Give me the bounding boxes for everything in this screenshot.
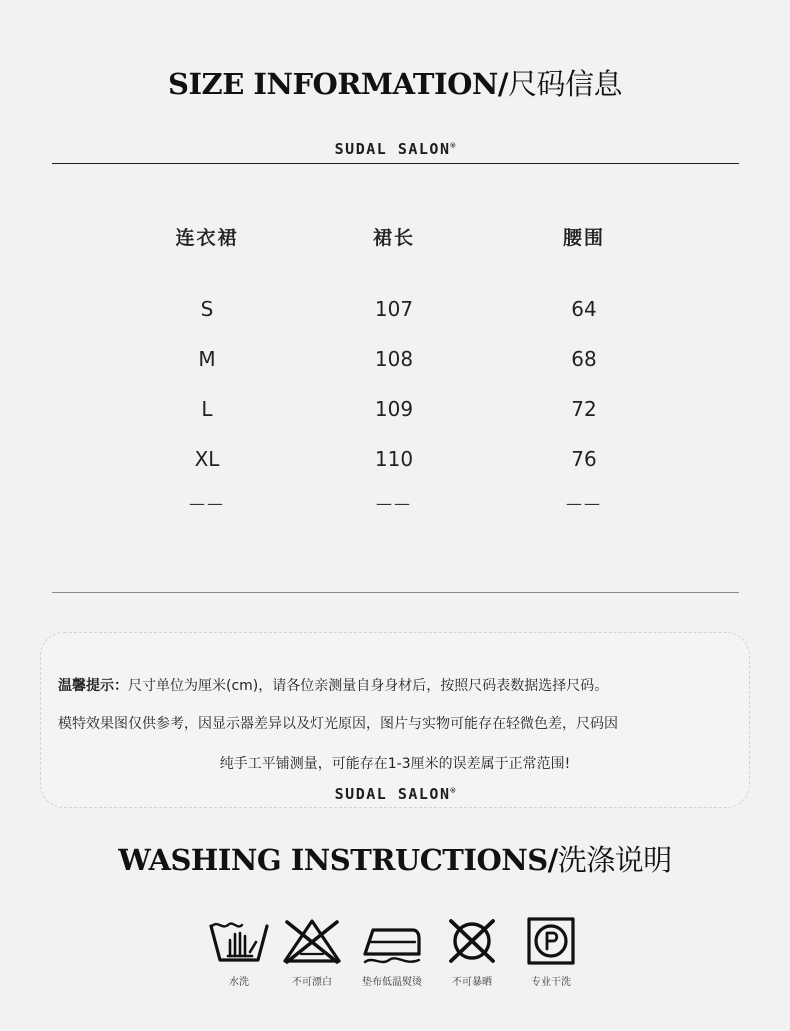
divider-top [52, 163, 739, 164]
size-cell: —— [189, 494, 225, 513]
brand-text: SUDAL SALON [334, 140, 451, 158]
waist-cell: 64 [571, 297, 597, 321]
care-label: 专业干洗 [531, 977, 571, 988]
brand-text: SUDAL SALON [334, 785, 451, 803]
size-cell: L [201, 397, 213, 421]
size-information-title [0, 62, 790, 103]
length-cell: 109 [374, 397, 414, 421]
length-cell: 110 [374, 447, 414, 471]
waist-cell: 72 [571, 397, 597, 421]
low-iron-icon [361, 916, 423, 966]
care-label: 不可漂白 [292, 977, 332, 988]
notice-text-1: 尺寸单位为厘米(cm)，请各位亲测量自身身材后，按照尺码表数据选择尺码。 [128, 678, 609, 694]
brand-logo-notice [0, 785, 790, 803]
divider-bottom [52, 592, 739, 593]
title-cjk: 洗涤说明 [557, 843, 672, 877]
size-cell: S [200, 297, 214, 321]
care-label: 垫布低温熨烫 [362, 977, 422, 988]
notice-line-3: 纯手工平铺测量，可能存在1-3厘米的误差属于正常范围! [219, 756, 571, 772]
title-cjk: 尺码信息 [507, 67, 622, 101]
title-separator: / [497, 67, 508, 101]
size-cell: XL [194, 447, 220, 471]
washing-instructions-title [0, 838, 790, 879]
no-tumble-dry-icon [441, 916, 503, 966]
length-cell: —— [376, 494, 412, 513]
waist-cell: 68 [571, 347, 597, 371]
waist-cell: 76 [571, 447, 597, 471]
brand-logo [0, 140, 790, 158]
no-bleach-icon [281, 916, 343, 966]
notice-line-1 [58, 675, 608, 695]
dry-clean-icon [520, 916, 582, 966]
waist-cell: —— [566, 494, 602, 513]
table-header-garment: 连衣裙 [175, 227, 239, 249]
notice-label: 温馨提示： [58, 678, 128, 694]
title-latin: WASHING INSTRUCTIONS [118, 843, 548, 877]
length-cell: 107 [374, 297, 414, 321]
care-label: 水洗 [229, 977, 249, 988]
length-cell: 108 [374, 347, 414, 371]
table-header-length: 裙长 [372, 227, 415, 249]
size-cell: M [198, 347, 216, 371]
hand-wash-icon [208, 916, 270, 966]
brand-registered-mark: ® [450, 786, 456, 795]
care-label: 不可暴晒 [452, 977, 492, 988]
notice-line-2: 模特效果图仅供参考，因显示器差异以及灯光原因，图片与实物可能存在轻微色差，尺码因 [58, 716, 618, 732]
title-separator: / [547, 843, 558, 877]
table-header-waist: 腰围 [562, 227, 605, 249]
title-latin: SIZE INFORMATION [168, 67, 498, 101]
brand-registered-mark: ® [450, 141, 456, 150]
